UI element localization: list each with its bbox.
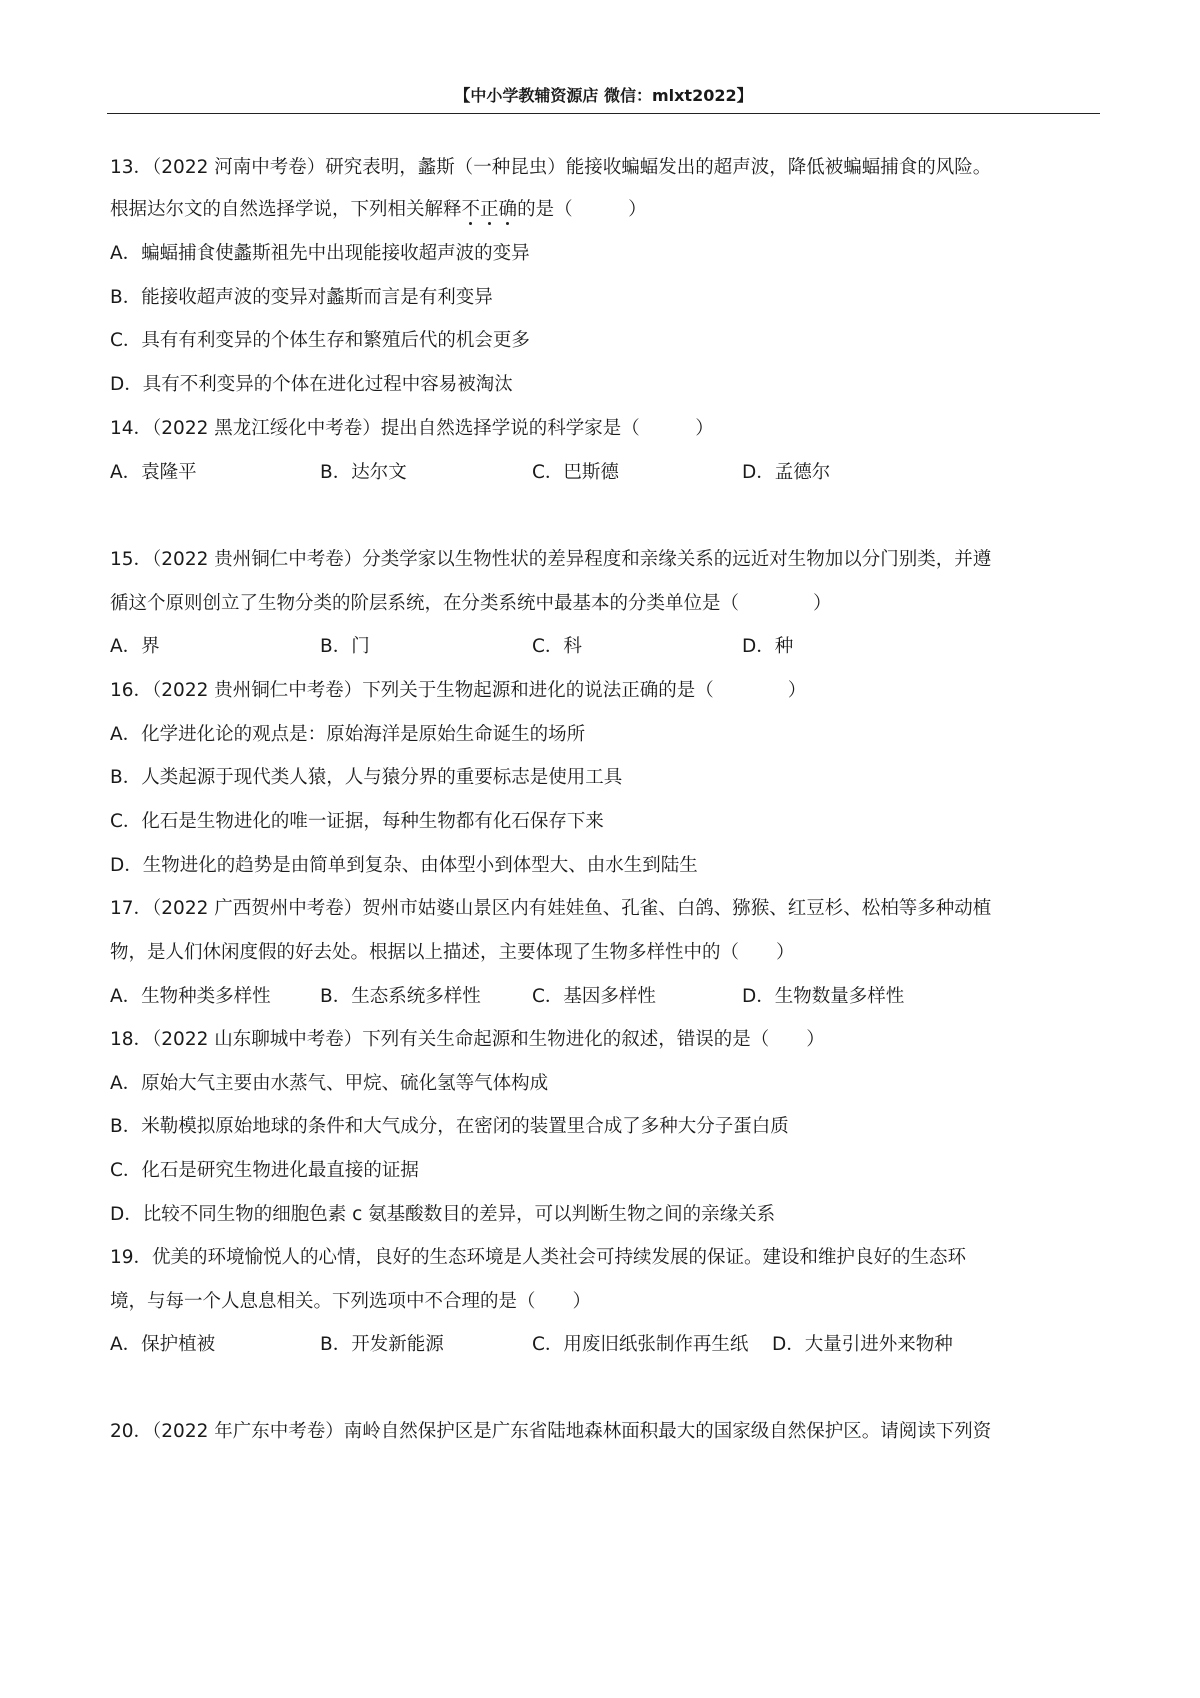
- q16-stem: 16．（2022 贵州铜仁中考卷）下列关于生物起源和进化的说法正确的是（ ）: [110, 680, 807, 701]
- q13-option-c: C．具有有利变异的个体生存和繁殖后代的机会更多: [110, 330, 530, 351]
- q19-stem-line2: 境，与每一个人息息相关。下列选项中不合理的是（ ）: [110, 1291, 592, 1312]
- q15-option-c: C．科: [532, 636, 582, 657]
- q13-stem-text: 根据达尔文的自然选择学说，下列相关解释: [110, 199, 462, 220]
- q15-stem-line1: 15．（2022 贵州铜仁中考卷）分类学家以生物性状的差异程度和亲缘关系的远近对生物加以分门别类，并遵: [110, 549, 992, 570]
- q17-option-c: C．基因多样性: [532, 986, 656, 1007]
- q17-stem-line1: 17．（2022 广西贺州中考卷）贺州市姑婆山景区内有娃娃鱼、孔雀、白鸽、猕猴、红豆杉、松柏等多种动植: [110, 898, 992, 919]
- q17-option-a: A．生物种类多样性: [110, 986, 271, 1007]
- q17-option-d: D．生物数量多样性: [742, 986, 905, 1007]
- q19-option-d: D．大量引进外来物种: [772, 1334, 953, 1355]
- q19-option-a: A．保护植被: [110, 1334, 216, 1355]
- page-header: 【中小学教辅资源店 微信：mlxt2022】: [107, 84, 1100, 114]
- q14-option-b: B．达尔文: [320, 462, 407, 483]
- q18-option-d: D．比较不同生物的细胞色素 c 氨基酸数目的差异，可以判断生物之间的亲缘关系: [110, 1204, 776, 1225]
- q16-option-b: B．人类起源于现代类人猿，人与猿分界的重要标志是使用工具: [110, 767, 623, 788]
- q18-option-b: B．米勒模拟原始地球的条件和大气成分，在密闭的装置里合成了多种大分子蛋白质: [110, 1116, 789, 1137]
- q14-option-d: D．孟德尔: [742, 462, 831, 483]
- q13-option-a: A．蝙蝠捕食使蠡斯祖先中出现能接收超声波的变异: [110, 243, 530, 264]
- q18-stem: 18．（2022 山东聊城中考卷）下列有关生命起源和生物进化的叙述，错误的是（ ）: [110, 1029, 825, 1050]
- q19-stem-line1: 19．优美的环境愉悦人的心情，良好的生态环境是人类社会可持续发展的保证。建设和维护良好的生态环: [110, 1247, 967, 1268]
- q18-option-c: C．化石是研究生物进化最直接的证据: [110, 1160, 419, 1181]
- q16-option-d: D．生物进化的趋势是由简单到复杂、由体型小到体型大、由水生到陆生: [110, 855, 698, 876]
- q13-stem-line1: 13．（2022 河南中考卷）研究表明，蠡斯（一种昆虫）能接收蝙蝠发出的超声波，降低被蝙蝠捕食的风险。: [110, 157, 992, 178]
- q13-stem-answer-blank: 的是（ ）: [517, 199, 647, 220]
- q16-option-a: A．化学进化论的观点是：原始海洋是原始生命诞生的场所: [110, 724, 586, 745]
- q15-option-b: B．门: [320, 636, 370, 657]
- q13-option-d: D．具有不利变异的个体在进化过程中容易被淘汰: [110, 374, 513, 395]
- emphasis-char: 正: [480, 199, 499, 220]
- emphasis-char: 不: [461, 199, 481, 220]
- q15-stem-line2: 循这个原则创立了生物分类的阶层系统，在分类系统中最基本的分类单位是（ ）: [110, 593, 832, 614]
- q14-option-c: C．巴斯德: [532, 462, 619, 483]
- q14-stem: 14．（2022 黑龙江绥化中考卷）提出自然选择学说的科学家是（ ）: [110, 418, 714, 439]
- q13-stem-line2: [110, 196, 647, 224]
- emphasis-char: 确: [498, 199, 518, 220]
- q15-option-d: D．种: [742, 636, 794, 657]
- q18-option-a: A．原始大气主要由水蒸气、甲烷、硫化氢等气体构成: [110, 1073, 549, 1094]
- q13-option-b: B．能接收超声波的变异对蠡斯而言是有利变异: [110, 287, 493, 308]
- q15-option-a: A．界: [110, 636, 160, 657]
- q19-option-b: B．开发新能源: [320, 1334, 444, 1355]
- q19-option-c: C．用废旧纸张制作再生纸: [532, 1334, 749, 1355]
- q17-stem-line2: 物，是人们休闲度假的好去处。根据以上描述，主要体现了生物多样性中的（ ）: [110, 942, 795, 963]
- q20-stem-line1: 20．（2022 年广东中考卷）南岭自然保护区是广东省陆地森林面积最大的国家级自然保护区。请阅读下列资: [110, 1421, 992, 1442]
- q16-option-c: C．化石是生物进化的唯一证据，每种生物都有化石保存下来: [110, 811, 604, 832]
- q14-option-a: A．袁隆平: [110, 462, 197, 483]
- q17-option-b: B．生态系统多样性: [320, 986, 481, 1007]
